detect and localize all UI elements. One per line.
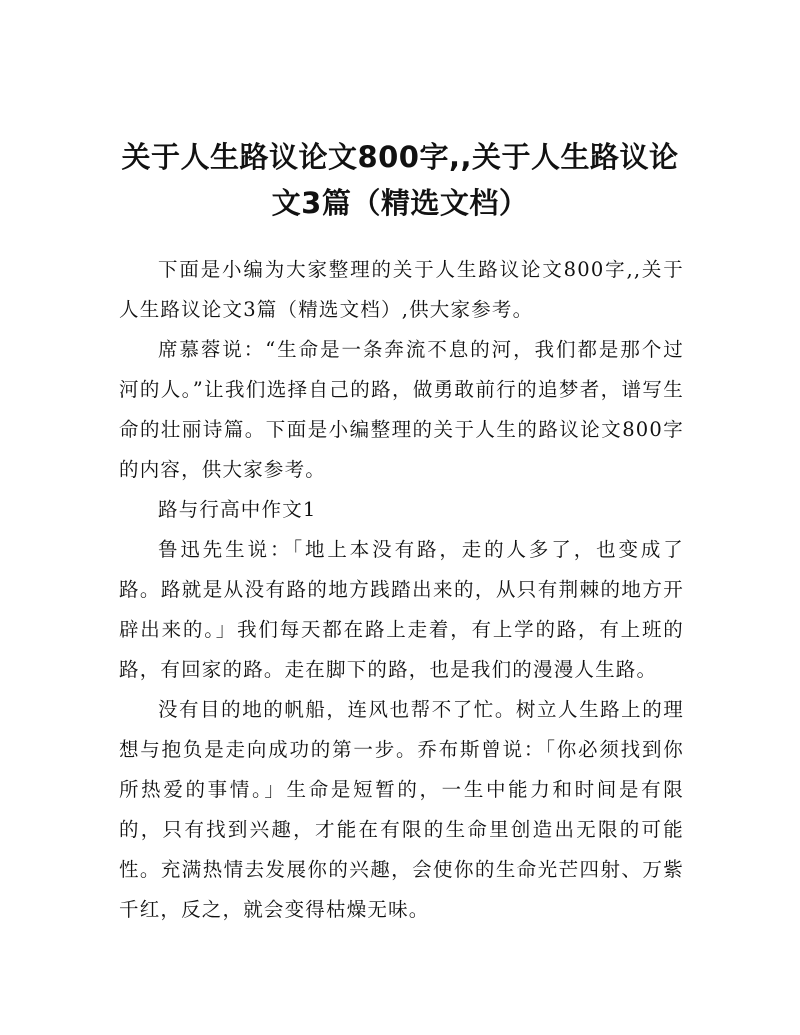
document-body bbox=[119, 250, 684, 930]
title-line-2: 文3篇（精选文档） bbox=[271, 186, 529, 220]
paragraph-quote: 席慕蓉说：“生命是一条奔流不息的河，我们都是那个过河的人。”让我们选择自己的路，做勇敢前行的追梦者，谱写生命的壮丽诗篇。下面是小编整理的关于人生的路议论文800字的内容，供大家参考。 bbox=[119, 338, 684, 481]
section-heading: 路与行高中作文1 bbox=[158, 498, 317, 521]
paragraph-intro: 下面是小编为大家整理的关于人生路议论文800字,,关于人生路议论文3篇（精选文档）,供大家参考。 bbox=[119, 258, 684, 321]
title-line-1: 关于人生路议论文800字,,关于人生路议论 bbox=[121, 140, 679, 174]
paragraph-goal: 没有目的地的帆船，连风也帮不了忙。树立人生路上的理想与抱负是走向成功的第一步。乔布斯曾说：「你必须找到你所热爱的事情。」生命是短暂的，一生中能力和时间是有限的，只有找到兴趣，才能在有限的生命里创造出无限的可能性。充满热情去发展你的兴趣，会使你的生命光芒四射、万紫千红，反之，就会变得枯燥无味。 bbox=[119, 698, 684, 921]
paragraph-luxun: 鲁迅先生说：「地上本没有路，走的人多了，也变成了路。路就是从没有路的地方践踏出来的，从只有荆棘的地方开辟出来的。」我们每天都在路上走着，有上学的路，有上班的路，有回家的路。走在脚下的路，也是我们的漫漫人生路。 bbox=[119, 538, 684, 681]
document-title bbox=[110, 134, 690, 226]
